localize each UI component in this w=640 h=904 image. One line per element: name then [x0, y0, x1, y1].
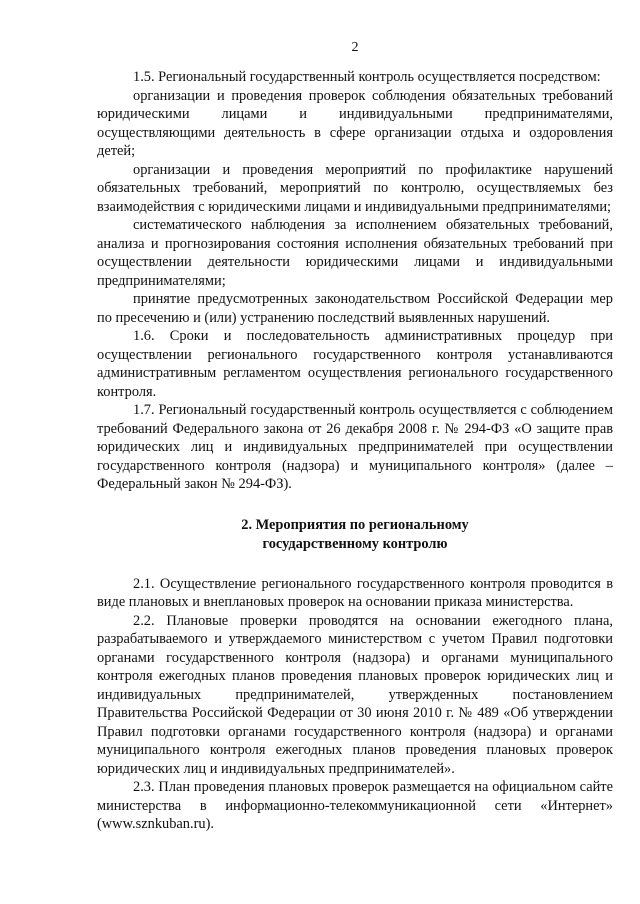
paragraph-list-item: принятие предусмотренных законодательством Российской Федерации мер по пресечению и (или) устранению последствий выявленных нарушений.: [97, 291, 613, 326]
paragraph-1-6: 1.6. Сроки и последовательность административных процедур при осуществлении регионального государственного контроля устанавливаются административным регламентом осуществления регионального государственного контроля.: [97, 328, 613, 400]
section-heading-line-1: 2. Мероприятия по региональному: [241, 516, 469, 533]
paragraph-1-7: 1.7. Региональный государственный контроль осуществляется с соблюдением требований Федерального закона от 26 декабря 2008 г. № 294-ФЗ «О защите прав юридических лиц и индивидуальных предпринимателей при осуществлении государственного контроля (надзора) и муниципального контроля» (далее – Федеральный закон № 294-ФЗ).: [97, 402, 613, 492]
paragraph-list-item: организации и проведения мероприятий по профилактике нарушений обязательных требований, мероприятий по контролю, осуществляемых без взаимодействия с юридическими лицами и индивидуальными предпринимателями;: [97, 161, 613, 215]
section-heading-line-2: государственному контролю: [262, 535, 448, 552]
page-number: 2: [351, 40, 359, 55]
paragraph-1-5: 1.5. Региональный государственный контроль осуществляется посредством:: [133, 69, 601, 85]
paragraph-2-3: 2.3. План проведения плановых проверок размещается на официальном сайте министерства в информационно-телекоммуникационной сети «Интернет» (www.sznkuban.ru).: [97, 779, 613, 832]
paragraph-list-item: организации и проведения проверок соблюдения обязательных требований юридическими лицами и индивидуальными предпринимателями, осуществляющими деятельность в сфере организации отдыха и оздоровления детей;: [97, 87, 613, 159]
document-page: [97, 40, 613, 834]
paragraph-2-1: 2.1. Осуществление регионального государственного контроля проводится в виде плановых и внеплановых проверок на основании приказа министерства.: [97, 575, 613, 610]
paragraph-2-2: 2.2. Плановые проверки проводятся на основании ежегодного плана, разрабатываемого и утверждаемого министерством с учетом Правил подготовки органами государственного контроля (надзора) и органами муниципального контроля ежегодных планов проведения плановых проверок юридических лиц и индивидуальных предпринимателей, утвержденных постановлением Правительства Российской Федерации от 30 июня 2010 г. № 489 «Об утверждении Правил подготовки органами государственного контроля (надзора) и органами муниципального контроля ежегодных планов проведения плановых проверок юридических лиц и индивидуальных предпринимателей».: [97, 612, 613, 777]
paragraph-list-item: систематического наблюдения за исполнением обязательных требований, анализа и прогнозирования состояния исполнения обязательных требований при осуществлении деятельности юридическими лицами и индивидуальными предпринимателями;: [97, 217, 613, 289]
